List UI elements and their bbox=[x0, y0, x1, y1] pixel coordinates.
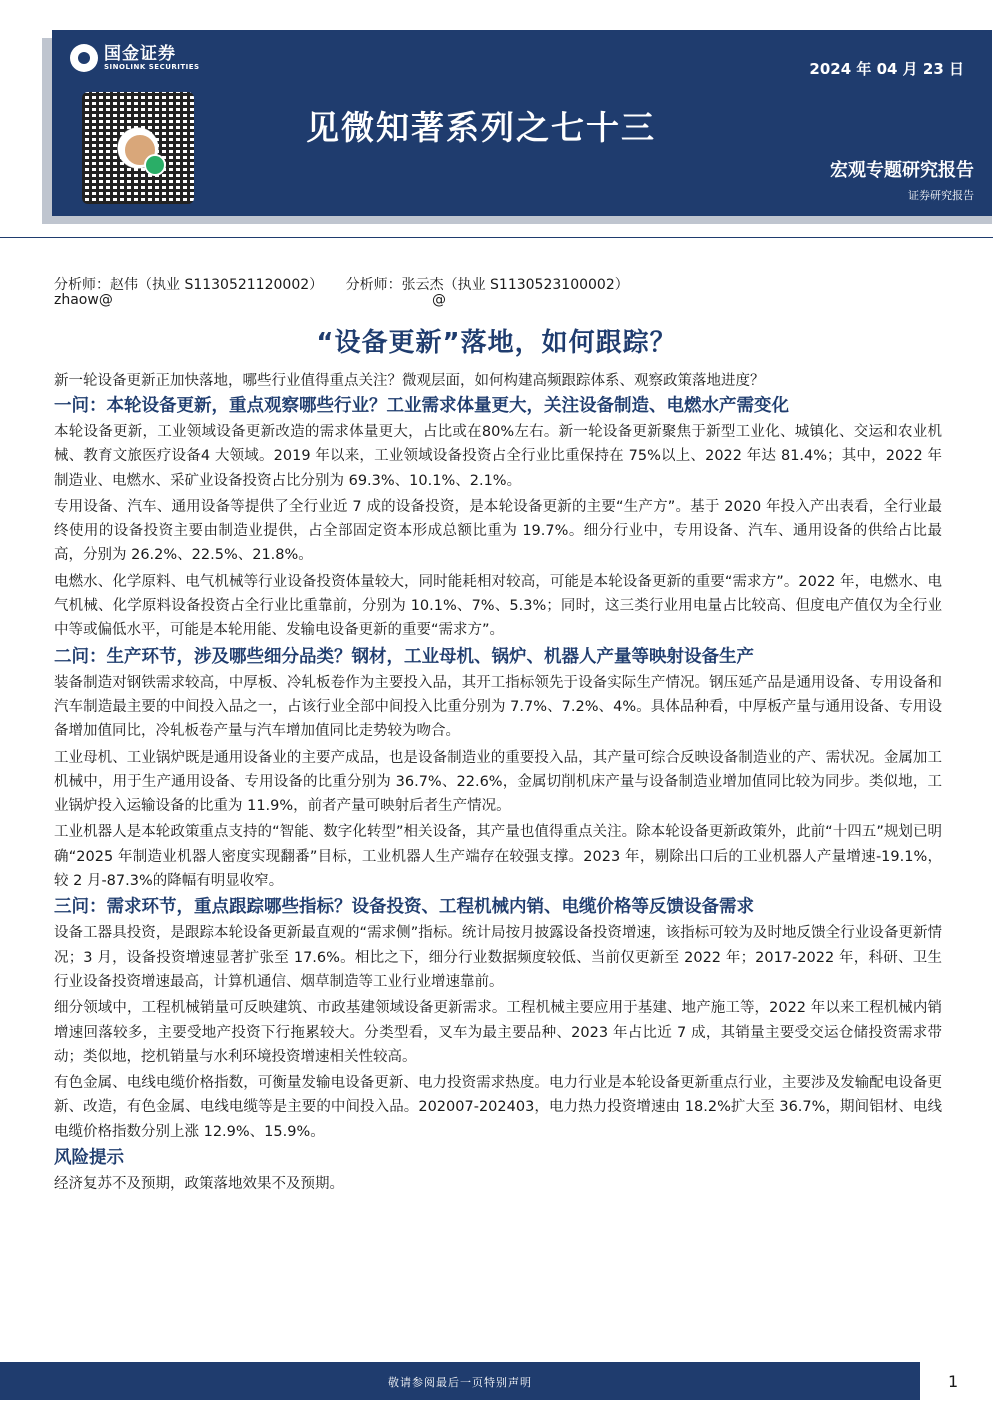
report-date: 2024 年 04 月 23 日 bbox=[809, 60, 964, 78]
logo-name-cn: 国金证券 bbox=[104, 43, 176, 64]
report-body bbox=[54, 370, 942, 1198]
paragraph: 电燃水、化学原料、电气机械等行业设备投资体量较大，同时能耗相对较高，可能是本轮设备更新的重要“需求方”。2022 年，电燃水、电气机械、化学原料设备投资占全行业比重靠前，分别为 10.1%、7%、5.3%；同时，这三类行业用电量占比较高、但度电产值仅为全行业中等或偏低水平，可能是本轮用能、发输电设备更新的重要“需求方”。 bbox=[54, 573, 942, 639]
intro-paragraph: 新一轮设备更新正加快落地，哪些行业值得重点关注？微观层面，如何构建高频跟踪体系、观察政策落地进度？ bbox=[54, 373, 765, 389]
series-title: 见微知著系列之七十三 bbox=[306, 108, 656, 147]
paragraph: 细分领域中，工程机械销量可反映建筑、市政基建领域设备更新需求。工程机械主要应用于基建、地产施工等，2022 年以来工程机械内销增速回落较多，主要受地产投资下行拖累较大。分类型看，叉车为最主要品种、2023 年占比近 7 成，其销量主要受交运仓储投资需求带动；类似地，挖机销量与水利环境投资增速相关性较高。 bbox=[54, 1000, 942, 1065]
paragraph: 工业母机、工业锅炉既是通用设备业的主要产成品，也是设备制造业的重要投入品，其产量可综合反映设备制造业的产、需状况。金属加工机械中，用于生产通用设备、专用设备的比重分别为 36.7%、22.6%，金属切削机床产量与设备制造业增加值同比较为同步。类似地，工业锅炉投入运输设备的比重为 11.9%，前者产量可映射后者生产情况。 bbox=[54, 749, 942, 815]
risk-paragraph: 经济复苏不及预期，政策落地效果不及预期。 bbox=[54, 1176, 344, 1193]
qr-code-icon bbox=[82, 92, 194, 204]
report-subtype: 证券研究报告 bbox=[908, 189, 974, 202]
analyst-info bbox=[54, 274, 647, 294]
analyst-1: 分析师：赵伟（执业 S1130521120002） bbox=[54, 277, 324, 293]
paragraph: 装备制造对钢铁需求较高，中厚板、冷轧板卷作为主要投入品，其开工指标领先于设备实际生产情况。钢压延产品是通用设备、专用设备和汽车制造最主要的中间投入品之一，占该行业全部中间投入比重分别为 7.7%、7.2%、4%。具体品种看，中厚板产量与通用设备、专用设备增加值同比，冷轧板卷产量与汽车增加值同比走势较为吻合。 bbox=[54, 674, 942, 740]
section-heading: 三问：需求环节，重点跟踪哪些指标？设备投资、工程机械内销、电缆价格等反馈设备需求 bbox=[54, 897, 754, 918]
page-number: 1 bbox=[948, 1372, 959, 1391]
section-heading: 二问：生产环节，涉及哪些细分品类？钢材，工业母机、锅炉、机器人产量等映射设备生产 bbox=[54, 646, 754, 667]
company-logo bbox=[70, 44, 200, 72]
risk-heading: 风险提示 bbox=[54, 1148, 124, 1169]
mini-program-icon bbox=[144, 154, 166, 176]
paragraph: 本轮设备更新，工业领域设备更新改造的需求体量更大，占比或在80%左右。新一轮设备更新聚焦于新型工业化、城镇化、交运和农业机械、教育文旅医疗设备4 大领域。2019 年以来，工业领域设备投资占全行业比重保持在 75%以上、2022 年达 81.4%；其中，2022 年制造业、电燃水、采矿业设备投资占比分别为 69.3%、10.1%、2.1%。 bbox=[54, 424, 942, 489]
paragraph: 工业机器人是本轮政策重点支持的“智能、数字化转型”相关设备，其产量也值得重点关注。除本轮设备更新政策外，此前“十四五”规划已明确“2025 年制造业机器人密度实现翻番”目标，工业机器人生产端存在较强支撑。2023 年，剔除出口后的工业机器人产量增速-19.1%，较 2 月-87.3%的降幅有明显收窄。 bbox=[54, 824, 942, 890]
logo-name-en: SINOLINK SECURITIES bbox=[104, 62, 200, 71]
logo-icon bbox=[70, 44, 98, 72]
paragraph: 专用设备、汽车、通用设备等提供了全行业近 7 成的设备投资，是本轮设备更新的主要“生产方”。基于 2020 年投入产出表看，全行业最终使用的设备投资主要由制造业提供，占全部固定资本形成总额比重为 19.7%。细分行业中，专用设备、汽车、通用设备的供给占比最高，分别为 26.2%、22.5%、21.8%。 bbox=[54, 498, 942, 564]
report-title: “设备更新”落地，如何跟踪？ bbox=[316, 328, 677, 358]
section-heading: 一问：本轮设备更新，重点观察哪些行业？工业需求体量更大，关注设备制造、电燃水产需变化 bbox=[54, 396, 789, 416]
divider bbox=[0, 237, 993, 238]
paragraph: 有色金属、电线电缆价格指数，可衡量发输电设备更新、电力投资需求热度。电力行业是本轮设备更新重点行业，主要涉及发输配电设备更新、改造，有色金属、电线电缆等是主要的中间投入品。202007-202403，电力热力投资增速由 18.2%扩大至 36.7%，期间铝材、电线电缆价格指数分别上涨 12.9%、15.9%。 bbox=[54, 1075, 942, 1140]
paragraph: 设备工器具投资，是跟踪本轮设备更新最直观的“需求侧”指标。统计局按月披露设备投资增速，该指标可较为及时地反馈全行业设备更新情况；3 月，设备投资增速显著扩张至 17.6%。相比之下，细分行业数据频度较低、当前仅更新至 2022 年；2017-2022 年，科研、卫生行业设备投资增速最高，计算机通信、烟草制造等工业行业增速靠前。 bbox=[54, 925, 942, 990]
analyst-emails bbox=[54, 292, 446, 308]
analyst-2: 分析师：张云杰（执业 S1130523100002） bbox=[345, 277, 629, 293]
footer-disclaimer: 敬请参阅最后一页特别声明 bbox=[388, 1376, 532, 1389]
report-header bbox=[52, 30, 992, 216]
analyst-1-email[interactable]: zhaow@ bbox=[54, 292, 113, 308]
report-type: 宏观专题研究报告 bbox=[830, 160, 974, 181]
analyst-2-email[interactable]: @ bbox=[432, 292, 446, 308]
